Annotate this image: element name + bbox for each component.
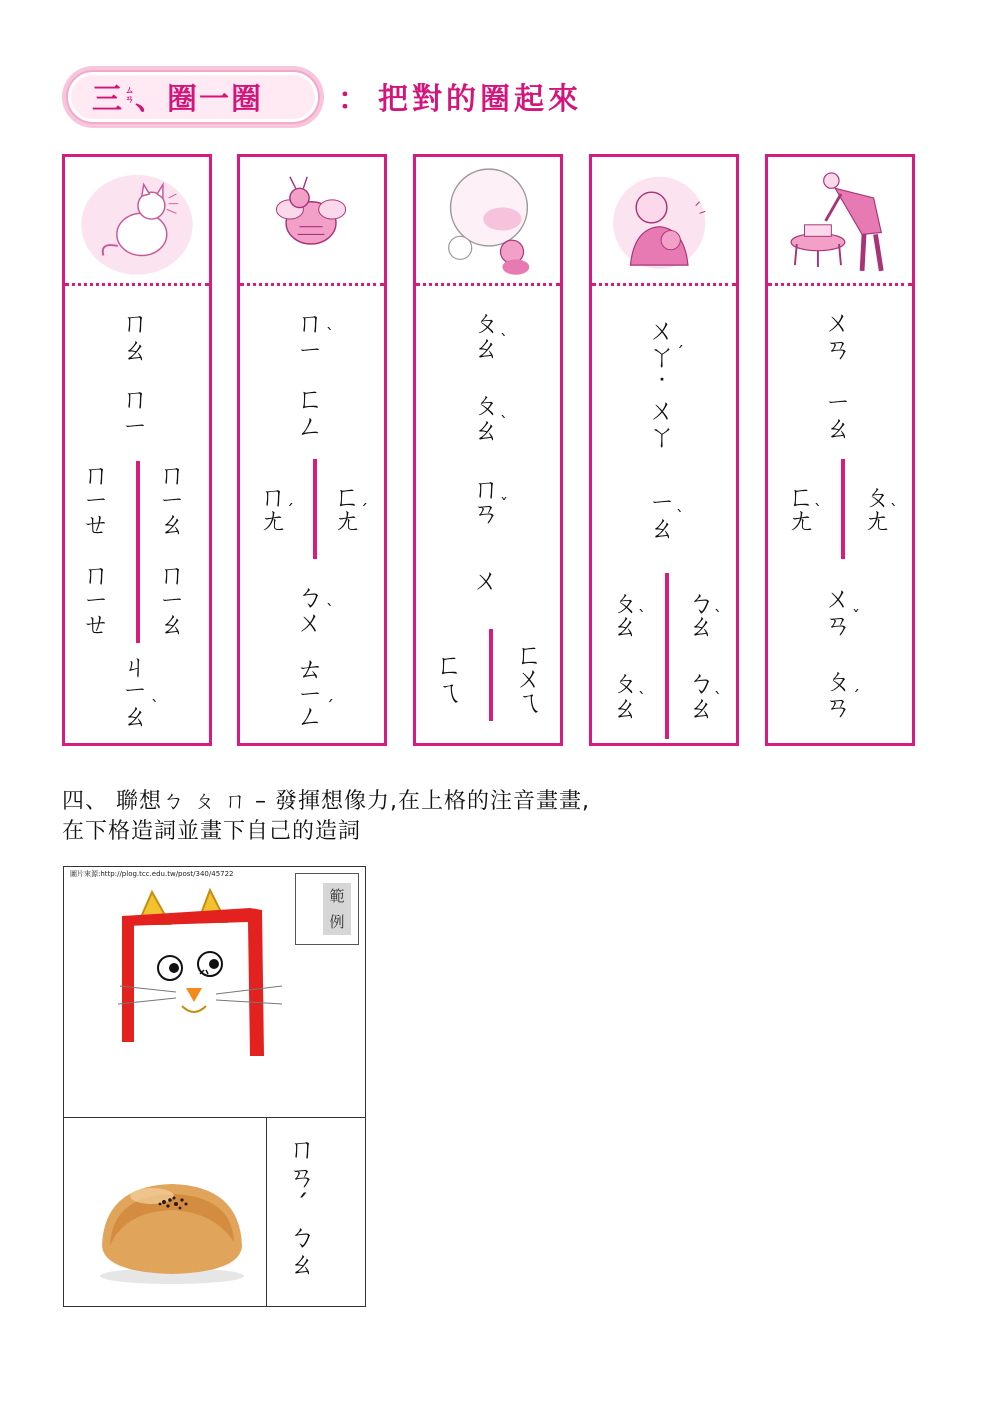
zhuyin: ㄢ xyxy=(472,498,500,529)
zhuyin: ㄨ xyxy=(515,664,543,695)
bubble-illustration xyxy=(416,157,560,283)
cat-letter-m-drawing xyxy=(100,882,300,1062)
tone-mark: ˊ xyxy=(360,501,368,520)
zhuyin: ㄠ xyxy=(121,336,149,367)
zhuyin: ㄤ xyxy=(863,506,891,537)
card-bubble xyxy=(413,154,563,746)
tone-mark: ˊ xyxy=(852,687,860,706)
zhuyin: ㄧ xyxy=(158,586,186,617)
zhuyin: ㄅ xyxy=(687,588,715,619)
zhuyin: ˙ xyxy=(655,374,669,405)
bee-illustration xyxy=(240,157,384,283)
zhuyin: ㄆ xyxy=(611,588,639,619)
section3-instruction-text: 把對的圈起來 xyxy=(378,82,582,117)
zhuyin: ㄠ xyxy=(472,334,500,365)
card-divider xyxy=(240,283,384,286)
tone-mark: ˊ xyxy=(326,697,334,716)
example-zhuyin-bao: ㄅㄠ xyxy=(288,1222,316,1281)
zhuyin: ㄥ xyxy=(296,412,324,443)
zhuyin: ㄅ xyxy=(296,582,324,613)
section3-title-text: 、圈一圈 xyxy=(135,82,263,117)
zhuyin: ㄨ xyxy=(648,396,676,427)
tone-mark: ˋ xyxy=(638,607,646,626)
zhuyin: ㄧ xyxy=(121,676,149,707)
zhuyin: ㄇ xyxy=(82,560,110,591)
zhuyin: ㄨ xyxy=(472,566,500,597)
choice-divider xyxy=(665,573,669,739)
tone-mark: ˋ xyxy=(814,501,822,520)
section3-title: 三 ㄙㄢ 、圈一圈 xyxy=(92,74,263,118)
man-table-illustration xyxy=(768,157,912,283)
zhuyin: ㄚ xyxy=(648,422,676,453)
tone-mark: ˋ xyxy=(326,601,334,620)
card-cat xyxy=(62,154,212,746)
image-source-note: 圖片來源:http://plog.tcc.edu.tw/post/340/45722 xyxy=(70,870,234,878)
zhuyin: ㄆ xyxy=(863,482,891,513)
tone-mark: ˊ xyxy=(676,343,684,362)
zhuyin: ㄈ xyxy=(296,384,324,415)
zhuyin: ㄨ xyxy=(824,584,852,615)
zhuyin: ㄝ xyxy=(82,510,110,541)
zhuyin: ㄠ xyxy=(158,510,186,541)
zhuyin: ㄥ xyxy=(296,702,324,733)
zhuyin: ㄈ xyxy=(515,640,543,671)
zhuyin: ㄝ xyxy=(82,610,110,641)
choice-divider xyxy=(841,459,845,559)
zhuyin: ㄤ xyxy=(333,506,361,537)
tone-mark: ˋ xyxy=(500,413,508,432)
zhuyin: ㄠ xyxy=(472,416,500,447)
zhuyin: ㄧ xyxy=(158,486,186,517)
tone-mark: ˇ xyxy=(500,495,508,514)
example-zhuyin-man: ㄇㄢˊ xyxy=(288,1134,316,1221)
example-column-divider xyxy=(266,1117,267,1307)
tone-mark: ˋ xyxy=(326,325,334,344)
zhuyin: ㄟ xyxy=(435,678,463,709)
zhuyin: ㄈ xyxy=(333,482,361,513)
tone-mark: ˊ xyxy=(286,501,294,520)
zhuyin: ㄠ xyxy=(824,414,852,445)
zhuyin: ㄨ xyxy=(824,308,852,339)
zhuyin: ㄧ xyxy=(82,486,110,517)
zhuyin: ㄇ xyxy=(158,560,186,591)
zhuyin: ㄚ xyxy=(648,342,676,373)
example-label: 範例 xyxy=(323,883,351,935)
zhuyin: ㄇ xyxy=(296,308,324,339)
tone-mark: ˋ xyxy=(714,689,722,708)
zhuyin: ㄇ xyxy=(82,460,110,491)
cat-illustration xyxy=(65,157,209,283)
zhuyin: ㄠ xyxy=(648,514,676,545)
section3-number: 三 xyxy=(92,82,124,117)
zhuyin: ㄈ xyxy=(787,482,815,513)
tone-mark: ˋ xyxy=(151,697,159,716)
zhuyin: ㄠ xyxy=(121,702,149,733)
choice-divider xyxy=(489,629,493,721)
zhuyin: ㄠ xyxy=(687,612,715,643)
tone-mark: ˋ xyxy=(638,689,646,708)
zhuyin: ㄈ xyxy=(435,650,463,681)
choice-divider xyxy=(313,459,317,559)
section3-instruction xyxy=(338,74,582,118)
zhuyin: ㄧ xyxy=(648,488,676,519)
zhuyin: ㄠ xyxy=(687,694,715,725)
zhuyin: ㄤ xyxy=(259,506,287,537)
zhuyin: ㄊ xyxy=(296,654,324,685)
zhuyin: ㄠ xyxy=(611,612,639,643)
section3-colon: ： xyxy=(338,82,372,117)
zhuyin: ㄇ xyxy=(121,384,149,415)
section4-line1: 四、 聯想ㄅ ㄆ ㄇ – 發揮想像力,在上格的注音畫畫, xyxy=(62,789,590,814)
card-bee xyxy=(237,154,387,746)
zhuyin: ㄧ xyxy=(824,388,852,419)
zhuyin: ㄐ xyxy=(121,652,149,683)
zhuyin: ㄢ xyxy=(824,610,852,641)
tone-mark: ˋ xyxy=(890,501,898,520)
zhuyin: ㄠ xyxy=(158,610,186,641)
zhuyin: ㄢ xyxy=(824,334,852,365)
bun-photo xyxy=(94,1172,254,1288)
grandma-illustration xyxy=(592,157,736,283)
card-divider xyxy=(65,283,209,286)
card-divider xyxy=(416,283,560,286)
zhuyin: ㄨ xyxy=(648,316,676,347)
tone-mark: ˋ xyxy=(676,507,684,526)
zhuyin: ㄧ xyxy=(296,680,324,711)
zhuyin: ㄇ xyxy=(472,474,500,505)
zhuyin: ㄅ xyxy=(687,668,715,699)
zhuyin: ㄧ xyxy=(82,586,110,617)
zhuyin: ㄨ xyxy=(296,608,324,639)
zhuyin: ㄆ xyxy=(472,390,500,421)
card-divider xyxy=(768,283,912,286)
tone-mark: ˋ xyxy=(500,331,508,350)
tone-mark: ˇ xyxy=(852,607,860,626)
zhuyin: ㄆ xyxy=(611,668,639,699)
example-row-divider xyxy=(63,1117,366,1118)
choice-divider xyxy=(136,461,140,643)
zhuyin: ㄇ xyxy=(121,308,149,339)
zhuyin: ㄆ xyxy=(472,308,500,339)
zhuyin: ㄧ xyxy=(296,336,324,367)
section4-line2: 在下格造詞並畫下自己的造詞 xyxy=(62,819,362,844)
zhuyin: ㄠ xyxy=(611,694,639,725)
zhuyin: ㄧ xyxy=(121,412,149,443)
zhuyin: ㄢ xyxy=(824,692,852,723)
zhuyin: ㄤ xyxy=(787,506,815,537)
zhuyin: ㄇ xyxy=(158,460,186,491)
zhuyin: ㄟ xyxy=(515,688,543,719)
zhuyin: ㄆ xyxy=(824,666,852,697)
card-divider xyxy=(592,283,736,286)
card-grandma xyxy=(589,154,739,746)
zhuyin: ㄇ xyxy=(259,482,287,513)
tone-mark: ˋ xyxy=(714,607,722,626)
card-man-table xyxy=(765,154,915,746)
